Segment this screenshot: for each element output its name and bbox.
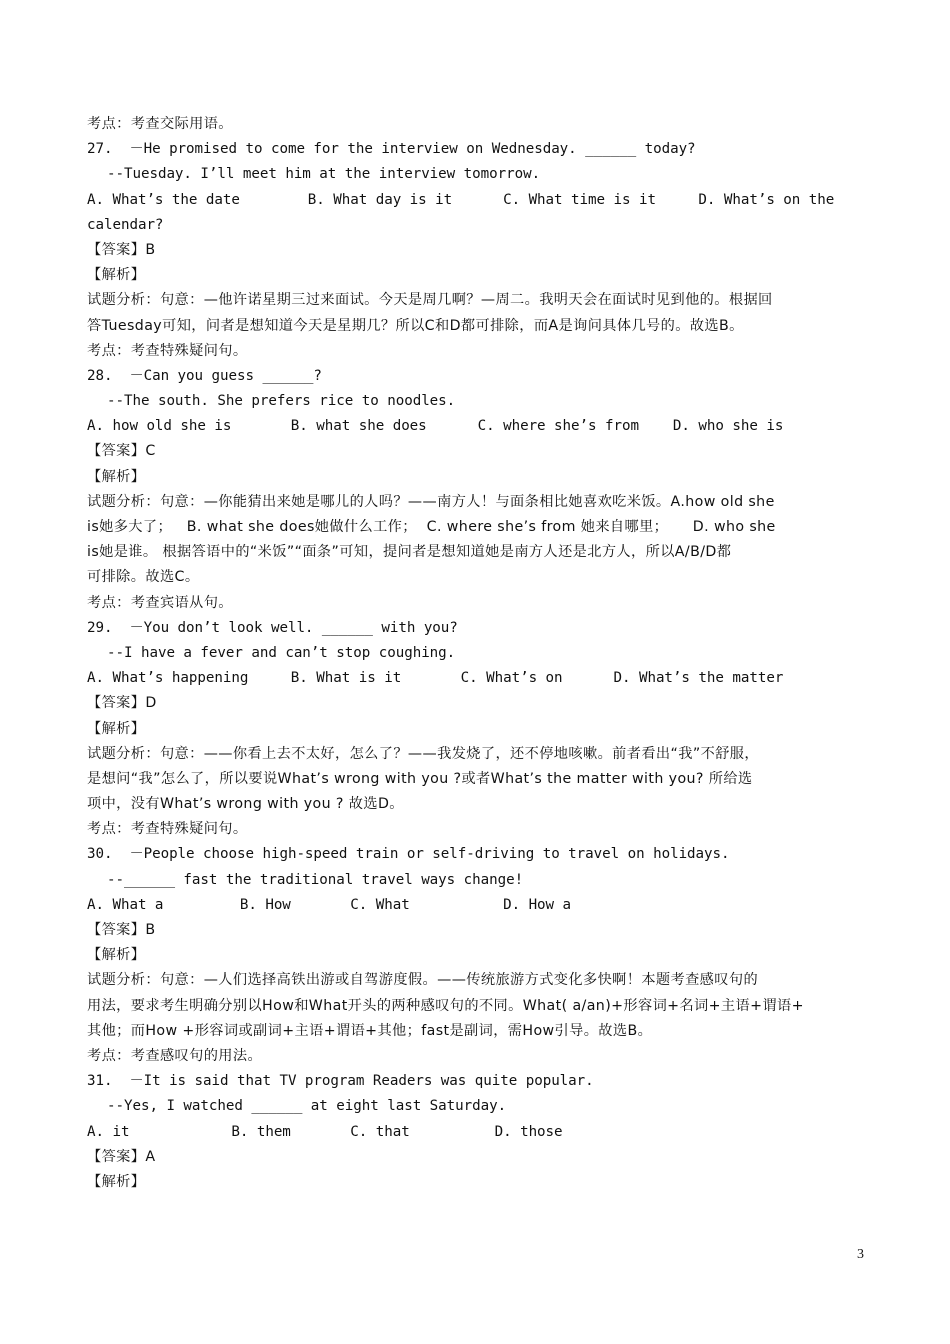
text-line: 28. －Can you guess ______? <box>87 367 322 384</box>
text-line: 考点：考查交际用语。 <box>87 116 233 132</box>
text-line: 试题分析：句意：—你能猜出来她是哪儿的人吗？——南方人！与面条相比她喜欢吃米饭。A.how old she <box>87 493 775 510</box>
text-line: 31. －It is said that TV program Readers was quite popular. <box>87 1073 594 1090</box>
text-line: A. it B. them C. that D. those <box>87 1123 563 1140</box>
text-line: 29. －You don’t look well. ______ with you? <box>87 619 458 636</box>
text-line: 其他；而How +形容词或副词+主语+谓语+其他；fast是副词，需How引导。故选B。 <box>87 1022 653 1039</box>
text-line: 考点：考查宾语从句。 <box>87 594 233 611</box>
text-line: 考点：考查特殊疑问句。 <box>87 342 248 359</box>
text-line: A. What’s the date B. What day is it C. What time is it D. What’s on the <box>87 191 835 208</box>
text-line: 27. －He promised to come for the interview on Wednesday. ______ today? <box>87 141 696 158</box>
text-line: is她多大了； B. what she does她做什么工作； C. where she’s from 她来自哪里； D. who she <box>87 519 776 535</box>
text-line: 30. －People choose high-speed train or self-driving to travel on holidays. <box>87 846 730 863</box>
text-line: 试题分析：句意：—他许诺星期三过来面试。今天是周几啊？—周二。我明天会在面试时见到他的。根据回 <box>87 292 773 309</box>
page-number: 3 <box>857 1247 864 1262</box>
text-line: 项中，没有What’s wrong with you ? 故选D。 <box>87 796 404 813</box>
text-line: A. What a B. How C. What D. How a <box>87 896 572 913</box>
text-line: --______ fast the traditional travel ways change! <box>107 871 524 888</box>
text-line: 【解析】 <box>87 1173 146 1190</box>
text-line: 【解析】 <box>87 947 146 964</box>
text-line: 【答案】D <box>87 695 157 712</box>
text-line: --Yes, I watched ______ at eight last Saturday. <box>107 1098 507 1115</box>
text-line: 用法，要求考生明确分别以How和What开头的两种感叹句的不同。What( a/an)+形容词+名词+主语+谓语+ <box>87 997 804 1014</box>
text-line: 【解析】 <box>87 267 146 284</box>
text-line: 【解析】 <box>87 720 146 737</box>
text-line: 【答案】C <box>87 443 156 460</box>
text-line: 试题分析：句意：—人们选择高铁出游或自驾游度假。——传统旅游方式变化多快啊！本题考查感叹句的 <box>87 972 759 989</box>
text-line: 答Tuesday可知，问者是想知道今天是星期几？所以C和D都可排除，而A是询问具体几号的。故选B。 <box>87 317 744 334</box>
text-line: 【解析】 <box>87 468 146 485</box>
text-line: 考点：考查特殊疑问句。 <box>87 821 248 838</box>
text-line: is她是谁。 根据答语中的“米饭”“面条”可知，提问者是想知道她是南方人还是北方人，所以A/B/D都 <box>87 544 732 561</box>
text-line: A. how old she is B. what she does C. where she’s from D. who she is <box>87 418 784 435</box>
text-line: 考点：考查感叹句的用法。 <box>87 1047 263 1064</box>
text-line: --I have a fever and can’t stop coughing. <box>107 644 456 661</box>
document-body <box>87 112 877 1195</box>
text-line: 【答案】B <box>87 922 156 938</box>
text-line: calendar? <box>87 216 164 233</box>
text-line: 可排除。故选C。 <box>87 569 200 586</box>
text-line: 【答案】A <box>87 1148 156 1165</box>
text-line: 【答案】B <box>87 241 156 258</box>
text-line: 试题分析：句意：——你看上去不太好，怎么了？——我发烧了，还不停地咳嗽。前者看出“我”不舒服， <box>87 745 759 762</box>
text-line: --The south. She prefers rice to noodles. <box>107 393 456 410</box>
text-line: --Tuesday. I’ll meet him at the interview tomorrow. <box>107 166 541 183</box>
text-line: 是想问“我”怎么了，所以要说What’s wrong with you ?或者What’s the matter with you? 所给选 <box>87 770 753 787</box>
text-line: A. What’s happening B. What is it C. What’s on D. What’s the matter <box>87 670 784 687</box>
